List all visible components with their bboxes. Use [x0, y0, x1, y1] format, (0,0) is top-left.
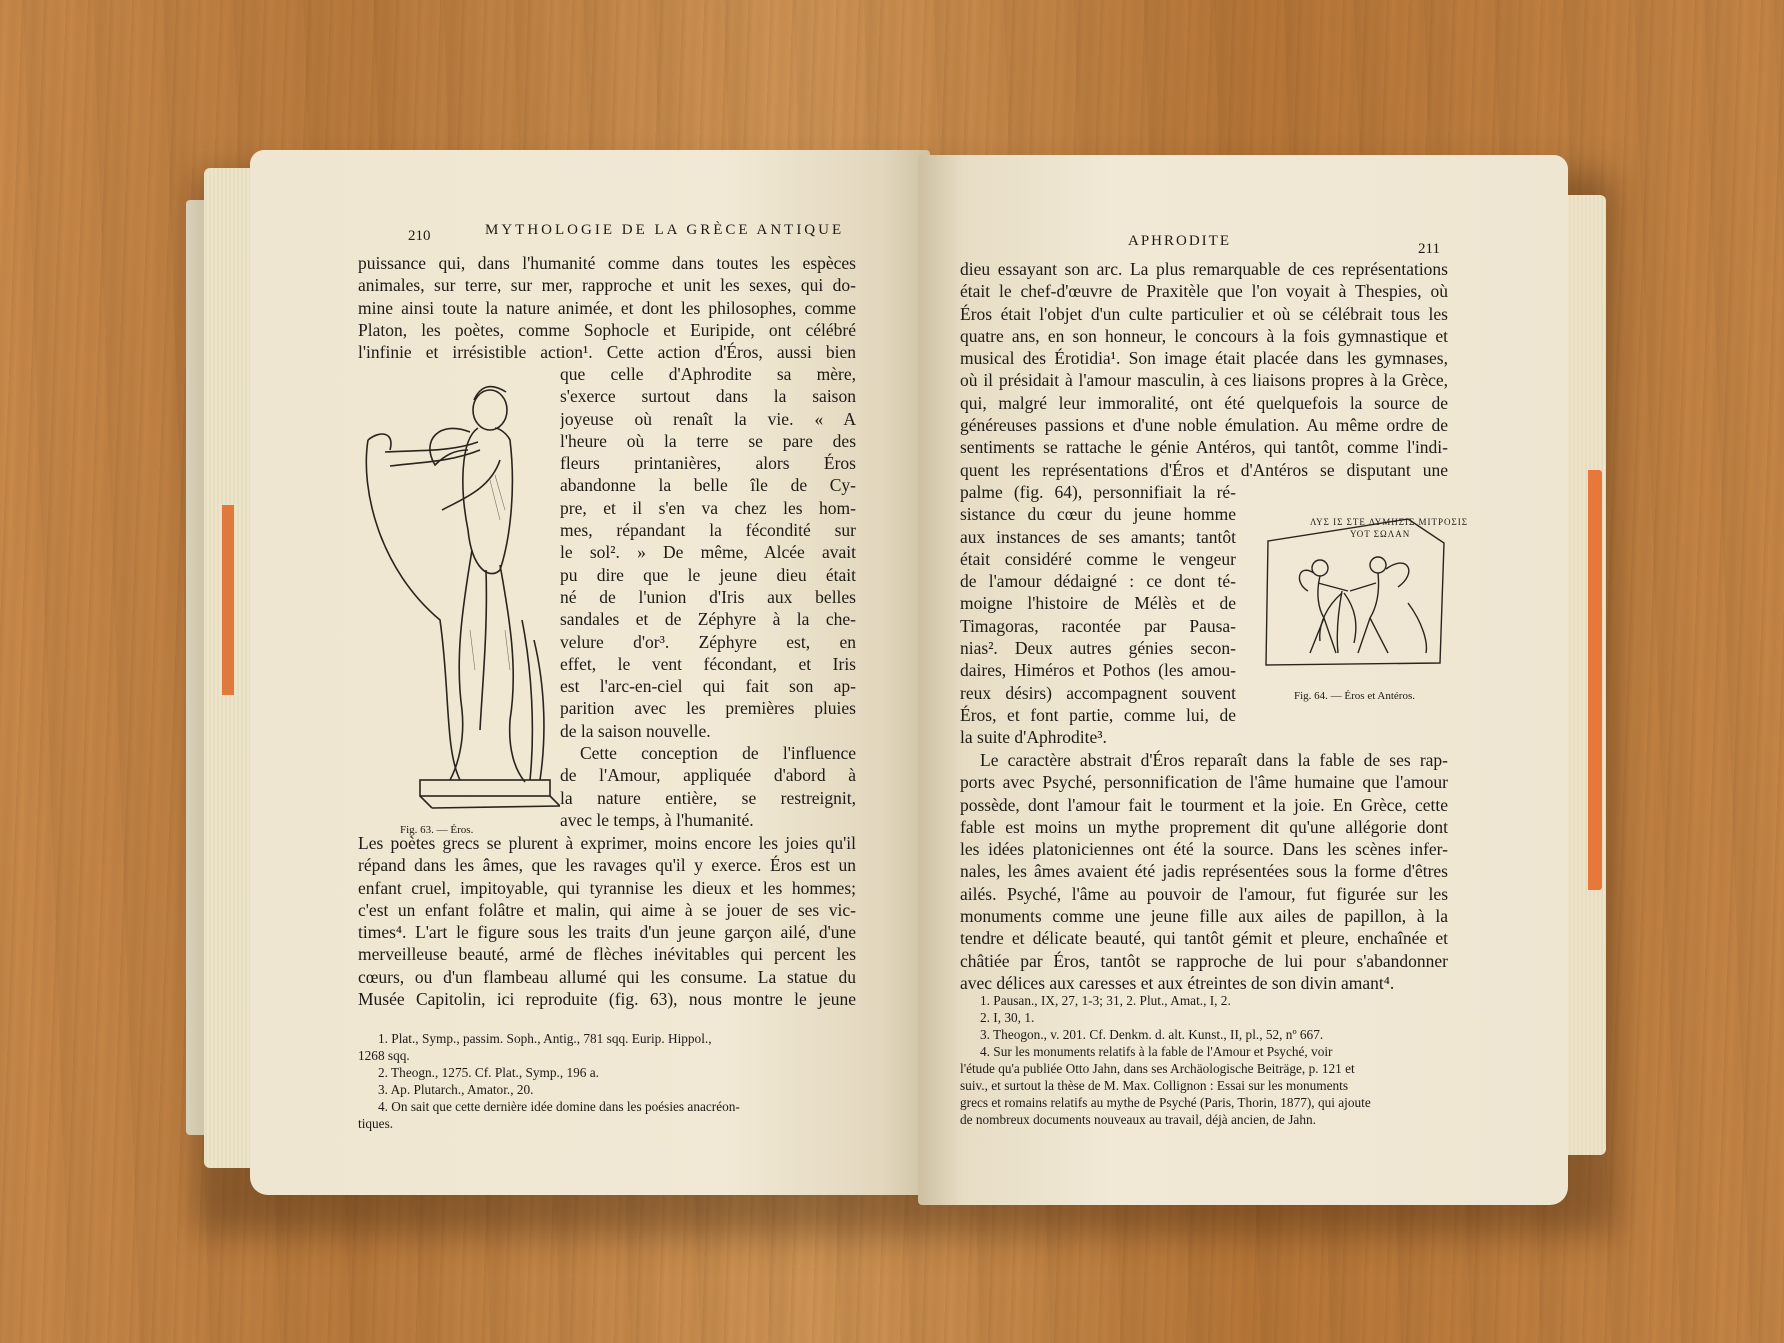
left-page	[250, 150, 930, 1195]
text-line: tendre et délicate beauté, qui tantôt gémit et pleure, enchaînée et	[960, 928, 1448, 949]
right-page	[918, 155, 1568, 1205]
figure-caption: Fig. 63. — Éros.	[400, 824, 474, 836]
text-line: ailés. Psyché, l'âme au pouvoir de l'amour, fut figurée sur les	[960, 883, 1448, 904]
text-line: est l'arc-en-ciel qui fait son ap-	[560, 676, 856, 697]
footnote-line: 4. On sait que cette dernière idée domine dans les poésies anacréon-	[378, 1099, 740, 1114]
bookmark-edge-left	[222, 505, 234, 695]
footnote-line: 1. Pausan., IX, 27, 1-3; 31, 2. Plut., Amat., I, 2.	[980, 993, 1231, 1008]
footnote-line: 1. Plat., Symp., passim. Soph., Antig., 781 sqq. Eurip. Hippol.,	[378, 1031, 712, 1046]
text-line: sentiments se rattache le génie Antéros, qui tantôt, comme l'indi-	[960, 437, 1448, 458]
footnote-line: grecs et romains relatifs au mythe de Psyché (Paris, Thorin, 1877), qui ajoute	[960, 1095, 1371, 1110]
text-line: était le chef-d'œuvre de Praxitèle que l'on voyait à Thespies, où	[960, 281, 1448, 302]
text-line: avec délices aux caresses et aux étreintes de son divin amant⁴.	[960, 972, 1395, 993]
body-text-top	[358, 252, 856, 363]
body-text-top	[960, 258, 1448, 481]
footnote-line: 2. I, 30, 1.	[980, 1010, 1035, 1025]
text-line: répand dans les âmes, que les ravages qu'il y exerce. Éros est un	[358, 855, 856, 876]
text-line: que celle d'Aphrodite sa mère,	[560, 364, 856, 384]
text-line: pu dire que le jeune dieu était	[560, 564, 856, 585]
text-line: où il présidait à l'amour masculin, à ces liaisons propres à la Grèce,	[960, 370, 1448, 391]
text-line: généreuses passions et d'une noble émulation. Au même ordre de	[960, 415, 1448, 436]
text-line: aux instances de ses amants; tantôt	[960, 526, 1236, 547]
text-line: quatre ans, en son honneur, le concours à la fois gymnastique et	[960, 325, 1448, 346]
text-line: puissance qui, dans l'humanité comme dans toutes les espèces	[358, 253, 856, 273]
footnote-line: de nombreux documents nouveaux au travail, déjà ancien, de Jahn.	[960, 1112, 1316, 1127]
text-line: cœurs, ou d'un flambeau allumé qui les consume. La statue du	[358, 966, 856, 987]
text-line: l'infinie et irrésistible action¹. Cette action d'Éros, aussi bien	[358, 342, 856, 363]
text-line: daires, Himéros et Pothos (les amou-	[960, 660, 1236, 681]
footnotes	[960, 992, 1448, 1128]
text-line: Platon, les poètes, comme Sophocle et Euripide, ont célébré	[358, 319, 856, 340]
page-number: 211	[1418, 241, 1440, 257]
text-line: pre, et il s'en va chez les hom-	[560, 497, 856, 518]
body-text-bottom	[358, 832, 856, 1010]
text-line: palme (fig. 64), personnifiait la ré-	[960, 482, 1236, 502]
body-text-wrapped	[960, 481, 1236, 749]
running-head: APHRODITE	[1128, 233, 1231, 249]
text-line: fleurs printanières, alors Éros	[560, 453, 856, 474]
text-line: dieu essayant son arc. La plus remarquable de ces représentations	[960, 259, 1448, 279]
text-line: Éros, et font partie, comme lui, de	[960, 704, 1236, 725]
text-line: Le caractère abstrait d'Éros reparaît dans la fable de ses rap-	[980, 750, 1448, 770]
text-line: de la saison nouvelle.	[560, 720, 711, 741]
text-line: effet, le vent fécondant, et Iris	[560, 653, 856, 674]
text-line: né de l'union d'Iris aux belles	[560, 586, 856, 607]
text-line: animales, sur terre, sur mer, rapproche et unit les sexes, qui do-	[358, 275, 856, 296]
text-line: joyeuse où renaît la vie. « A	[560, 408, 856, 429]
text-line: de l'Amour, appliquée d'abord à	[560, 765, 856, 786]
text-line: mine ainsi toute la nature animée, et dont les philosophes, comme	[358, 297, 856, 318]
text-line: reux désirs) accompagnent souvent	[960, 682, 1236, 703]
bookmark-edge-right	[1588, 470, 1602, 890]
footnotes	[358, 1030, 856, 1132]
body-text-bottom	[960, 749, 1448, 994]
footnote-line: 3. Theogon., v. 201. Cf. Denkm. d. alt. Kunst., II, pl., 52, nº 667.	[980, 1027, 1324, 1042]
text-line: de l'amour dédaigné : ce dont té-	[960, 571, 1236, 592]
text-line: times⁴. L'art le figure sous les traits d'un jeune garçon ailé, d'une	[358, 922, 856, 943]
text-line: monuments comme une jeune fille aux ailes de papillon, à la	[960, 906, 1448, 927]
text-line: nales, les âmes avaient été jadis représentées sous la forme d'êtres	[960, 861, 1448, 882]
text-line: le sol². » De même, Alcée avait	[560, 542, 856, 563]
text-line: la suite d'Aphrodite³.	[960, 727, 1107, 748]
text-line: merveilleuse beauté, armé de flèches inévitables qui percent les	[358, 944, 856, 965]
text-line: fable est moins un mythe proprement dit qu'une allégorie dont	[960, 816, 1448, 837]
text-line: Musée Capitolin, ici reproduite (fig. 63), nous montre le jeune	[358, 989, 856, 1010]
text-line: qui, malgré leur immoralité, ont été quelquefois la source de	[960, 392, 1448, 413]
text-line: moigne l'histoire de Mélès et de	[960, 593, 1236, 614]
text-line: enfant cruel, impitoyable, qui tyrannise les dieux et les hommes;	[358, 877, 856, 898]
figure-inscription-2: ΥΟΤ ΣΩΛΑΝ	[1350, 529, 1411, 539]
text-line: châtiée par Éros, tantôt se rapproche de lui pour s'abandonner	[960, 950, 1448, 971]
text-line: abandonne la belle île de Cy-	[560, 475, 856, 496]
text-line: musical des Érotidia¹. Son image était placée dans les gymnases,	[960, 348, 1448, 369]
text-line: nias². Deux autres génies secon-	[960, 638, 1236, 659]
footnote-line: l'étude qu'a publiée Otto Jahn, dans ses Archäologische Beiträge, p. 121 et	[960, 1061, 1355, 1076]
page-number: 210	[408, 228, 431, 244]
figure-caption: Fig. 64. — Éros et Antéros.	[1294, 690, 1415, 702]
text-line: l'heure où la terre se pare des	[560, 430, 856, 451]
figure-inscription: ΛΥΣ ΙΣ ΣΤΕ ΛΥΜΗΣΙΣ ΜΙΤΡΟΣΙΣ	[1310, 517, 1468, 527]
footnote-line: 4. Sur les monuments relatifs à la fable de l'Amour et Psyché, voir	[980, 1044, 1333, 1059]
running-head: MYTHOLOGIE DE LA GRÈCE ANTIQUE	[485, 222, 845, 238]
footnote-line: tiques.	[358, 1116, 394, 1131]
footnote-line: 3. Ap. Plutarch., Amator., 20.	[378, 1082, 534, 1097]
footnote-line: suiv., et surtout la thèse de M. Max. Collignon : Essai sur les monuments	[960, 1078, 1349, 1093]
text-line: Éros était l'objet d'un culte particulier et où se célébrait tous les	[960, 303, 1448, 324]
text-line: ports avec Psyché, personnification de l'âme humaine que l'amour	[960, 772, 1448, 793]
text-line: mes, répandant la fécondité sur	[560, 520, 856, 541]
text-line: quent les représentations d'Éros et d'Antéros se disputant une	[960, 459, 1448, 480]
text-line: Cette conception de l'influence	[580, 743, 856, 764]
text-line: les idées platoniciennes ont été la source. Dans les scènes infer-	[960, 839, 1448, 860]
text-line: s'exerce surtout dans la saison	[560, 386, 856, 407]
body-text-wrapped	[560, 363, 856, 831]
text-line: était considéré comme le vengeur	[960, 548, 1236, 569]
text-line: avec le temps, à l'humanité.	[560, 809, 754, 830]
text-line: Les poètes grecs se plurent à exprimer, moins encore les joies qu'il	[358, 833, 856, 853]
figure-eros-statue	[350, 370, 560, 820]
text-line: possède, dont l'amour fait le tourment et la joie. En Grèce, cette	[960, 794, 1448, 815]
text-line: Timagoras, racontée par Pausa-	[960, 615, 1236, 636]
text-line: sandales et de Zéphyre à la che-	[560, 609, 856, 630]
text-line: la nature entière, se restreignit,	[560, 787, 856, 808]
text-line: c'est un enfant folâtre et malin, qui aime à se jouer de ses vic-	[358, 899, 856, 920]
footnote-line: 1268 sqq.	[358, 1048, 410, 1063]
text-line: velure d'or³. Zéphyre est, en	[560, 631, 856, 652]
footnote-line: 2. Theogn., 1275. Cf. Plat., Symp., 196 a.	[378, 1065, 599, 1080]
text-line: sistance du cœur du jeune homme	[960, 504, 1236, 525]
text-line: parition avec les premières pluies	[560, 698, 856, 719]
